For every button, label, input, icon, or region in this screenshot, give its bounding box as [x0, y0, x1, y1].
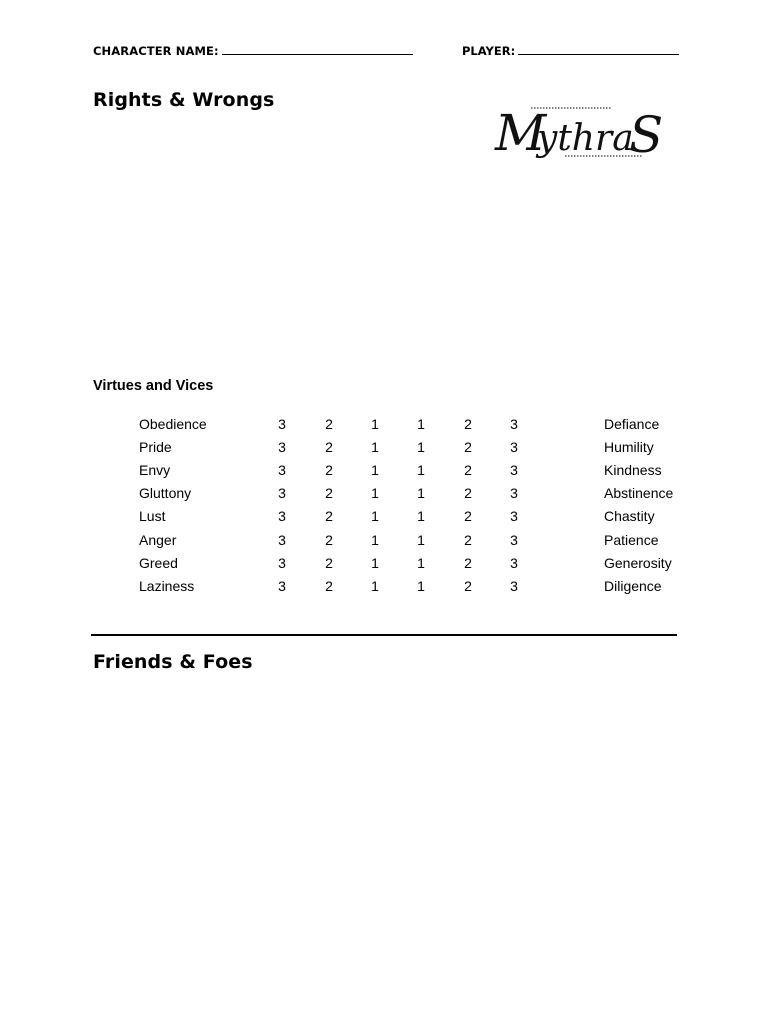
scale-value[interactable]: 1 — [371, 577, 379, 594]
scale-value[interactable]: 3 — [278, 416, 286, 432]
vice-label: Obedience — [139, 416, 207, 432]
mythras-logo — [493, 102, 665, 160]
scale-value[interactable]: 2 — [464, 416, 472, 432]
vice-label: Anger — [139, 531, 177, 548]
player-field[interactable] — [462, 44, 679, 58]
scale-value[interactable]: 1 — [371, 531, 379, 548]
scale-value[interactable]: 2 — [464, 508, 472, 525]
virtue-label: Patience — [604, 531, 659, 548]
scale-value[interactable]: 3 — [278, 554, 286, 571]
scale-value[interactable]: 2 — [464, 439, 472, 456]
scale-value[interactable]: 1 — [371, 554, 379, 571]
scale-value[interactable]: 1 — [417, 508, 425, 525]
scale-value[interactable]: 3 — [510, 439, 518, 456]
scale-value[interactable]: 2 — [325, 577, 333, 594]
player-label: PLAYER: — [462, 44, 516, 58]
vice-label: Laziness — [139, 577, 195, 594]
scale-value[interactable]: 2 — [325, 554, 333, 571]
table-row — [0, 555, 768, 575]
scale-value[interactable]: 3 — [278, 531, 286, 548]
scale-value[interactable]: 1 — [371, 416, 379, 432]
vice-label: Pride — [139, 439, 172, 456]
scale-value[interactable]: 2 — [325, 462, 333, 479]
scale-value[interactable]: 2 — [325, 531, 333, 548]
scale-value[interactable]: 2 — [464, 531, 472, 548]
svg-text:ythra: ythra — [537, 118, 634, 159]
scale-value[interactable]: 3 — [278, 508, 286, 525]
scale-value[interactable]: 3 — [278, 439, 286, 456]
scale-value[interactable]: 1 — [371, 485, 379, 502]
scale-value[interactable]: 3 — [510, 485, 518, 502]
vice-label: Envy — [139, 462, 171, 479]
scale-value[interactable]: 3 — [510, 462, 518, 479]
scale-value[interactable]: 1 — [417, 462, 425, 479]
table-row — [0, 578, 768, 598]
scale-value[interactable]: 2 — [464, 462, 472, 479]
table-row — [0, 508, 768, 528]
scale-value[interactable]: 1 — [371, 439, 379, 456]
mythras-logo-icon — [493, 102, 665, 160]
scale-value[interactable]: 2 — [325, 439, 333, 456]
scale-value[interactable]: 1 — [417, 416, 425, 432]
table-row — [0, 416, 768, 436]
scale-value[interactable]: 3 — [278, 485, 286, 502]
character-name-label: CHARACTER NAME: — [93, 44, 219, 58]
section-divider — [91, 634, 677, 636]
character-name-blank[interactable] — [222, 44, 413, 55]
table-row — [0, 485, 768, 505]
scale-value[interactable]: 2 — [464, 577, 472, 594]
scale-value[interactable]: 1 — [371, 508, 379, 525]
scale-value[interactable]: 1 — [417, 485, 425, 502]
character-name-field[interactable] — [93, 44, 413, 58]
scale-value[interactable]: 3 — [510, 508, 518, 525]
virtue-label: Defiance — [604, 416, 660, 432]
scale-value[interactable]: 3 — [278, 462, 286, 479]
scale-value[interactable]: 3 — [278, 577, 286, 594]
scale-value[interactable]: 3 — [510, 531, 518, 548]
scale-value[interactable]: 1 — [417, 531, 425, 548]
scale-value[interactable]: 3 — [510, 416, 518, 432]
vice-label: Greed — [139, 554, 178, 571]
virtue-label: Kindness — [604, 462, 662, 479]
scale-value[interactable]: 2 — [464, 485, 472, 502]
scale-value[interactable]: 1 — [417, 439, 425, 456]
table-row — [0, 462, 768, 482]
virtue-label: Generosity — [604, 554, 672, 571]
scale-value[interactable]: 1 — [417, 554, 425, 571]
scale-value[interactable]: 3 — [510, 554, 518, 571]
scale-value[interactable]: 3 — [510, 577, 518, 594]
scale-value[interactable]: 2 — [464, 554, 472, 571]
vice-label: Gluttony — [139, 485, 192, 502]
scale-value[interactable]: 2 — [325, 416, 333, 432]
friends-and-foes-title: Friends & Foes — [93, 651, 253, 673]
virtue-label: Abstinence — [604, 485, 674, 502]
rights-and-wrongs-title: Rights & Wrongs — [93, 89, 275, 111]
scale-value[interactable]: 1 — [417, 577, 425, 594]
scale-value[interactable]: 2 — [325, 508, 333, 525]
table-row — [0, 439, 768, 459]
virtue-label: Humility — [604, 439, 654, 456]
virtue-label: Chastity — [604, 508, 655, 525]
scale-value[interactable]: 2 — [325, 485, 333, 502]
virtues-and-vices-subtitle: Virtues and Vices — [93, 378, 214, 394]
svg-text:M: M — [495, 104, 547, 160]
player-blank[interactable] — [518, 44, 679, 55]
table-row — [0, 532, 768, 552]
svg-text:S: S — [629, 106, 664, 160]
vice-label: Lust — [139, 508, 166, 525]
scale-value[interactable]: 1 — [371, 462, 379, 479]
virtue-label: Diligence — [604, 577, 662, 594]
